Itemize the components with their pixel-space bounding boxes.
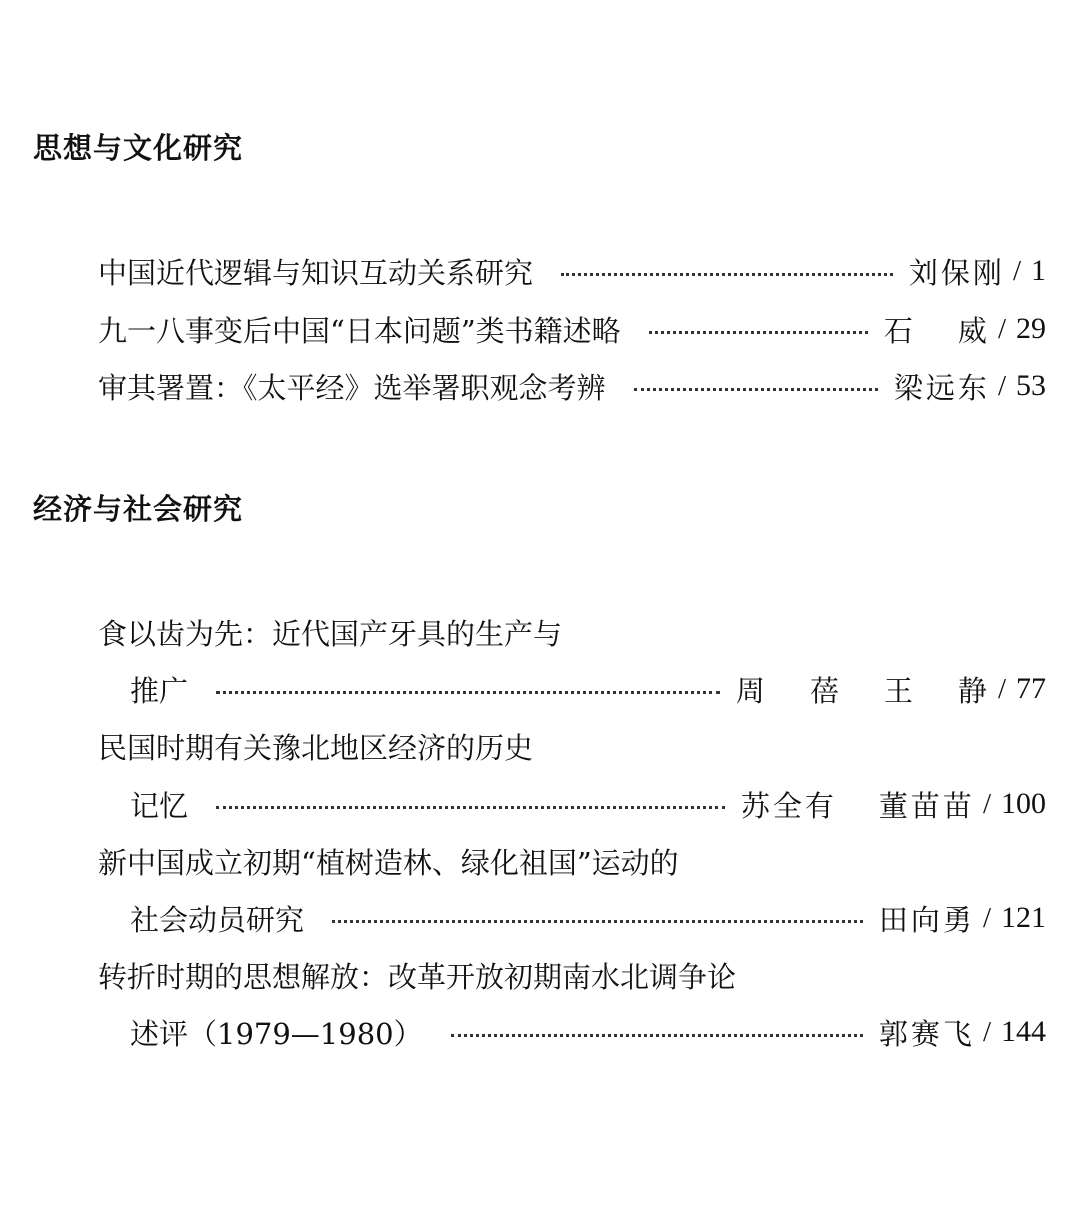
- toc-entry[interactable]: [130, 784, 1046, 824]
- page-number: 53: [1016, 369, 1046, 402]
- entry-author: [884, 309, 990, 350]
- entry-title: 民国时期有关豫北地区经济的历史: [98, 730, 534, 765]
- leader-dots: [216, 806, 725, 809]
- entry-title-cont: 社会动员研究: [130, 902, 305, 937]
- leader-dots: [451, 1034, 863, 1037]
- entry-title: 新中国成立初期“植树造林、绿化祖国”运动的: [98, 845, 679, 880]
- page-number: 121: [1001, 901, 1046, 934]
- section-title: 经济与社会研究: [33, 492, 244, 526]
- page-separator: /: [982, 787, 991, 820]
- author-part: 石: [883, 313, 916, 348]
- entry-author: 田向勇: [878, 902, 975, 937]
- page-number: 144: [1001, 1015, 1046, 1048]
- toc-entry[interactable]: [130, 898, 1046, 938]
- entry-author: [736, 669, 990, 710]
- entry-title-cont: 推广: [130, 673, 189, 708]
- author-part: 蓓: [809, 673, 842, 708]
- leader-dots: [332, 920, 863, 923]
- toc-entry-title-line[interactable]: [98, 612, 1046, 652]
- page-number: 100: [1001, 787, 1046, 820]
- page-number: 1: [1031, 254, 1046, 287]
- page-separator: /: [982, 901, 991, 934]
- toc-entry-title-line[interactable]: [98, 726, 1046, 766]
- toc-entry[interactable]: [130, 1012, 1046, 1052]
- author-part: 威: [957, 313, 990, 348]
- entry-title-cont: 记忆: [130, 788, 189, 823]
- entry-author: [741, 784, 975, 825]
- entry-author: 郭赛飞: [878, 1016, 975, 1051]
- entry-title: 食以齿为先：近代国产牙具的生产与: [98, 616, 563, 651]
- author-part: 静: [957, 673, 990, 708]
- leader-dots: [216, 691, 720, 694]
- author-part: 周: [735, 673, 768, 708]
- toc-entry[interactable]: [98, 366, 1046, 406]
- page-separator: /: [997, 312, 1006, 345]
- author-name: 董苗苗: [878, 788, 975, 823]
- leader-dots: [634, 388, 878, 391]
- entry-title: 九一八事变后中国“日本问题”类书籍述略: [98, 313, 621, 348]
- toc-entry-title-line[interactable]: [98, 955, 1046, 995]
- leader-dots: [561, 273, 893, 276]
- entry-author: 刘保刚: [908, 255, 1005, 290]
- page-number: 29: [1016, 312, 1046, 345]
- entry-title-cont: 述评（1979—1980）: [130, 1016, 423, 1051]
- section-title: 思想与文化研究: [33, 131, 244, 165]
- author-name: 苏全有: [740, 788, 837, 823]
- leader-dots: [649, 331, 868, 334]
- entry-author: 梁远东: [893, 370, 990, 405]
- toc-entry[interactable]: [98, 251, 1046, 291]
- page-separator: /: [1012, 254, 1021, 287]
- toc-entry-title-line[interactable]: [98, 841, 1046, 881]
- entry-title: 审其署置：《太平经》选举署职观念考辨: [98, 370, 606, 405]
- author-part: 王: [883, 673, 916, 708]
- entry-title: 转折时期的思想解放：改革开放初期南水北调争论: [98, 959, 737, 994]
- page-separator: /: [997, 369, 1006, 402]
- toc-entry[interactable]: [98, 309, 1046, 349]
- page-separator: /: [997, 672, 1006, 705]
- entry-title: 中国近代逻辑与知识互动关系研究: [98, 255, 534, 290]
- page-separator: /: [982, 1015, 991, 1048]
- toc-entry[interactable]: [130, 669, 1046, 709]
- page-number: 77: [1016, 672, 1046, 705]
